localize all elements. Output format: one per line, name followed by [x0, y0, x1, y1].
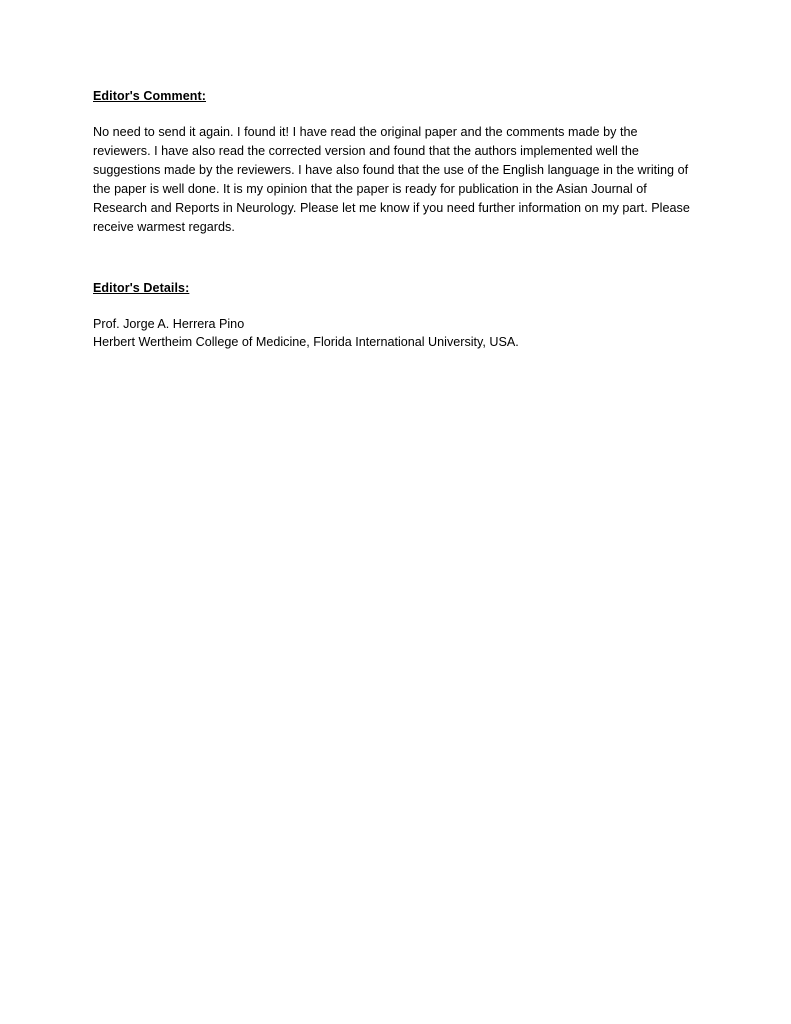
editors-comment-body: No need to send it again. I found it! I have read the original paper and the comments made by the reviewers. I have also read the corrected version and found that the authors implemented well the suggestions made by the reviewers. I have also found that the use of the English language in the writing of the paper is well done. It is my opinion that the paper is ready for publication in the Asian Journal of Research and Reports in Neurology. Please let me know if you need further information on my part. Please receive warmest regards. — [93, 124, 690, 235]
editors-comment-heading: Editor's Comment: — [93, 89, 207, 103]
document-content — [93, 88, 693, 352]
editor-affiliation: Herbert Wertheim College of Medicine, Florida International University, USA. — [93, 335, 519, 350]
spacer-between-sections — [93, 237, 693, 280]
editor-name: Prof. Jorge A. Herrera Pino — [93, 316, 245, 331]
editors-details-heading: Editor's Details: — [93, 281, 190, 296]
spacer-after-details-heading — [93, 298, 693, 315]
spacer-after-comment-heading — [93, 106, 693, 123]
